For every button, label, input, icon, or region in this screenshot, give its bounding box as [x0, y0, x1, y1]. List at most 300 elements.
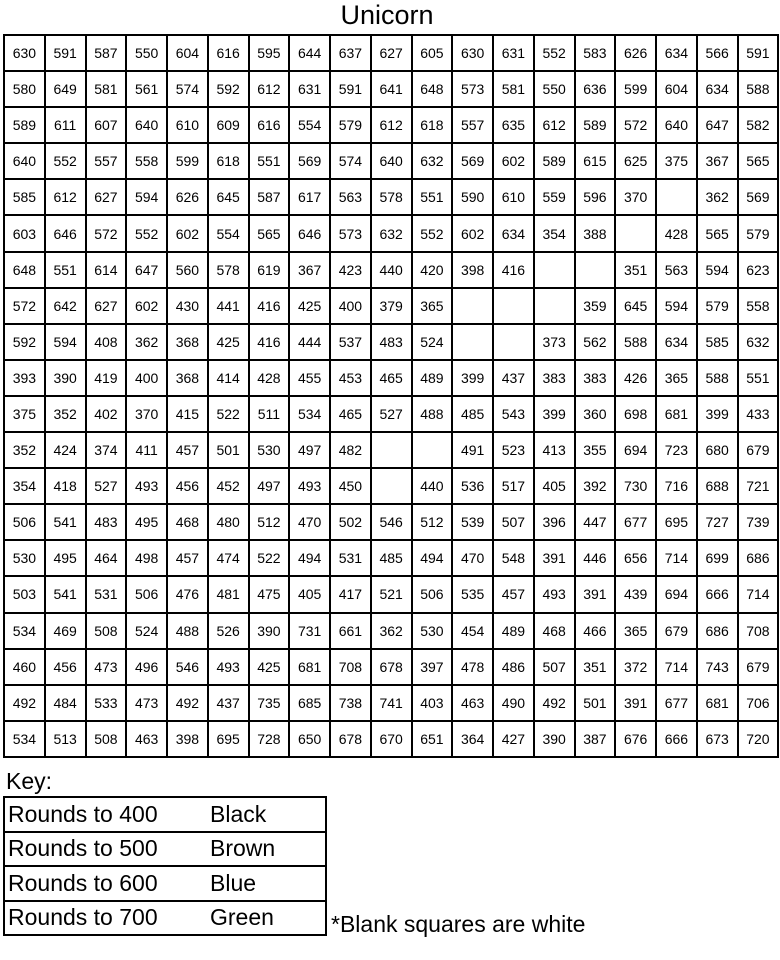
grid-cell[interactable]: 635	[493, 107, 534, 143]
grid-cell[interactable]: 428	[656, 215, 697, 251]
grid-cell[interactable]: 427	[493, 721, 534, 757]
grid-cell[interactable]: 398	[452, 252, 493, 288]
grid-cell[interactable]: 548	[493, 540, 534, 576]
grid-cell[interactable]: 699	[697, 540, 738, 576]
grid-cell[interactable]: 596	[575, 179, 616, 215]
grid-cell[interactable]: 578	[208, 252, 249, 288]
grid-cell[interactable]: 579	[738, 215, 779, 251]
grid-cell[interactable]: 400	[126, 360, 167, 396]
grid-cell[interactable]: 594	[45, 324, 86, 360]
grid-cell[interactable]: 351	[615, 252, 656, 288]
grid-cell[interactable]: 738	[330, 685, 371, 721]
grid-cell[interactable]: 533	[86, 685, 127, 721]
grid-cell[interactable]: 374	[86, 432, 127, 468]
grid-cell[interactable]: 552	[534, 35, 575, 71]
grid-cell[interactable]: 569	[738, 179, 779, 215]
grid-cell[interactable]: 444	[289, 324, 330, 360]
grid-cell[interactable]: 405	[534, 468, 575, 504]
grid-cell[interactable]: 587	[249, 179, 290, 215]
grid-cell[interactable]: 534	[289, 396, 330, 432]
grid-cell[interactable]: 627	[371, 35, 412, 71]
grid-cell[interactable]: 594	[697, 252, 738, 288]
grid-cell[interactable]: 530	[4, 540, 45, 576]
grid-cell[interactable]: 565	[249, 215, 290, 251]
grid-cell[interactable]: 559	[534, 179, 575, 215]
grid-cell[interactable]: 565	[697, 215, 738, 251]
grid-cell[interactable]: 424	[45, 432, 86, 468]
grid-cell[interactable]: 581	[493, 71, 534, 107]
grid-cell[interactable]: 599	[167, 143, 208, 179]
grid-cell[interactable]: 403	[412, 685, 453, 721]
grid-cell[interactable]: 537	[330, 324, 371, 360]
grid-cell[interactable]: 425	[208, 324, 249, 360]
grid-cell[interactable]: 530	[412, 613, 453, 649]
grid-cell[interactable]: 494	[289, 540, 330, 576]
grid-cell[interactable]: 551	[45, 252, 86, 288]
grid-cell[interactable]: 642	[45, 288, 86, 324]
grid-cell[interactable]: 493	[126, 468, 167, 504]
grid-cell[interactable]: 550	[126, 35, 167, 71]
grid-cell[interactable]: 372	[615, 649, 656, 685]
grid-cell[interactable]: 551	[738, 360, 779, 396]
grid-cell[interactable]: 680	[697, 432, 738, 468]
grid-cell[interactable]: 706	[738, 685, 779, 721]
grid-cell[interactable]: 416	[249, 324, 290, 360]
grid-cell[interactable]: 420	[412, 252, 453, 288]
grid-cell[interactable]: 437	[493, 360, 534, 396]
grid-cell[interactable]: 708	[738, 613, 779, 649]
grid-cell[interactable]: 574	[167, 71, 208, 107]
grid-cell[interactable]: 583	[575, 35, 616, 71]
grid-cell[interactable]: 645	[208, 179, 249, 215]
grid-cell[interactable]: 569	[452, 143, 493, 179]
grid-cell[interactable]: 399	[452, 360, 493, 396]
grid-cell[interactable]: 368	[167, 324, 208, 360]
grid-cell[interactable]: 483	[371, 324, 412, 360]
grid-cell[interactable]: 681	[656, 396, 697, 432]
grid-cell[interactable]: 457	[167, 540, 208, 576]
grid-cell[interactable]: 354	[4, 468, 45, 504]
grid-cell[interactable]: 603	[4, 215, 45, 251]
grid-cell[interactable]: 572	[86, 215, 127, 251]
grid-cell[interactable]: 634	[656, 35, 697, 71]
grid-cell[interactable]: 580	[4, 71, 45, 107]
grid-cell[interactable]: 375	[656, 143, 697, 179]
grid-cell[interactable]: 390	[45, 360, 86, 396]
grid-cell[interactable]: 391	[575, 576, 616, 612]
grid-cell[interactable]: 609	[208, 107, 249, 143]
grid-cell[interactable]: 686	[697, 613, 738, 649]
grid-cell[interactable]: 508	[86, 613, 127, 649]
grid-cell[interactable]: 493	[534, 576, 575, 612]
grid-cell[interactable]: 573	[452, 71, 493, 107]
grid-cell[interactable]: 661	[330, 613, 371, 649]
grid-cell[interactable]: 373	[534, 324, 575, 360]
grid-cell[interactable]: 561	[126, 71, 167, 107]
grid-cell[interactable]: 569	[289, 143, 330, 179]
grid-cell[interactable]: 367	[289, 252, 330, 288]
grid-cell[interactable]: 546	[167, 649, 208, 685]
grid-cell[interactable]: 714	[656, 649, 697, 685]
grid-cell[interactable]: 511	[249, 396, 290, 432]
grid-cell[interactable]: 523	[493, 432, 534, 468]
grid-cell[interactable]: 411	[126, 432, 167, 468]
grid-cell[interactable]: 441	[208, 288, 249, 324]
grid-cell[interactable]: 502	[330, 504, 371, 540]
grid-cell[interactable]: 647	[126, 252, 167, 288]
grid-cell[interactable]: 425	[249, 649, 290, 685]
grid-cell[interactable]: 453	[330, 360, 371, 396]
grid-cell[interactable]: 590	[452, 179, 493, 215]
grid-cell[interactable]: 541	[45, 576, 86, 612]
grid-cell[interactable]: 594	[126, 179, 167, 215]
grid-cell[interactable]: 492	[4, 685, 45, 721]
grid-cell[interactable]: 379	[371, 288, 412, 324]
grid-cell[interactable]: 370	[615, 179, 656, 215]
grid-cell-blank[interactable]	[452, 288, 493, 324]
grid-cell[interactable]: 588	[615, 324, 656, 360]
grid-cell[interactable]: 512	[249, 504, 290, 540]
grid-cell[interactable]: 688	[697, 468, 738, 504]
grid-cell[interactable]: 695	[208, 721, 249, 757]
grid-cell[interactable]: 678	[371, 649, 412, 685]
grid-cell[interactable]: 503	[4, 576, 45, 612]
grid-cell[interactable]: 572	[615, 107, 656, 143]
grid-cell[interactable]: 485	[452, 396, 493, 432]
grid-cell[interactable]: 731	[289, 613, 330, 649]
grid-cell[interactable]: 501	[575, 685, 616, 721]
grid-cell[interactable]: 456	[45, 649, 86, 685]
grid-cell-blank[interactable]	[493, 324, 534, 360]
grid-cell[interactable]: 647	[697, 107, 738, 143]
grid-cell[interactable]: 625	[615, 143, 656, 179]
grid-cell[interactable]: 645	[615, 288, 656, 324]
grid-cell[interactable]: 610	[167, 107, 208, 143]
grid-cell[interactable]: 494	[412, 540, 453, 576]
grid-cell[interactable]: 488	[167, 613, 208, 649]
grid-cell[interactable]: 360	[575, 396, 616, 432]
grid-cell[interactable]: 543	[493, 396, 534, 432]
grid-cell[interactable]: 646	[45, 215, 86, 251]
grid-cell[interactable]: 388	[575, 215, 616, 251]
grid-cell[interactable]: 743	[697, 649, 738, 685]
grid-cell[interactable]: 468	[167, 504, 208, 540]
grid-cell[interactable]: 521	[371, 576, 412, 612]
grid-cell[interactable]: 614	[86, 252, 127, 288]
grid-cell[interactable]: 656	[615, 540, 656, 576]
grid-cell[interactable]: 391	[534, 540, 575, 576]
grid-cell[interactable]: 578	[371, 179, 412, 215]
grid-cell[interactable]: 452	[208, 468, 249, 504]
grid-cell[interactable]: 563	[656, 252, 697, 288]
grid-cell[interactable]: 391	[615, 685, 656, 721]
grid-cell[interactable]: 512	[412, 504, 453, 540]
grid-cell[interactable]: 587	[86, 35, 127, 71]
grid-cell[interactable]: 493	[289, 468, 330, 504]
grid-cell[interactable]: 681	[697, 685, 738, 721]
grid-cell[interactable]: 558	[126, 143, 167, 179]
grid-cell[interactable]: 694	[656, 576, 697, 612]
grid-cell[interactable]: 351	[575, 649, 616, 685]
grid-cell[interactable]: 416	[249, 288, 290, 324]
grid-cell[interactable]: 550	[534, 71, 575, 107]
grid-cell[interactable]: 492	[534, 685, 575, 721]
grid-cell[interactable]: 455	[289, 360, 330, 396]
grid-cell[interactable]: 623	[738, 252, 779, 288]
grid-cell[interactable]: 416	[493, 252, 534, 288]
grid-cell[interactable]: 425	[289, 288, 330, 324]
grid-cell[interactable]: 440	[412, 468, 453, 504]
grid-cell[interactable]: 602	[452, 215, 493, 251]
grid-cell[interactable]: 531	[86, 576, 127, 612]
grid-cell[interactable]: 604	[167, 35, 208, 71]
grid-cell[interactable]: 474	[208, 540, 249, 576]
grid-cell[interactable]: 465	[371, 360, 412, 396]
grid-cell[interactable]: 573	[330, 215, 371, 251]
grid-cell[interactable]: 397	[412, 649, 453, 685]
grid-cell[interactable]: 557	[452, 107, 493, 143]
grid-cell[interactable]: 588	[697, 360, 738, 396]
grid-cell[interactable]: 456	[167, 468, 208, 504]
grid-cell[interactable]: 607	[86, 107, 127, 143]
grid-cell[interactable]: 630	[4, 35, 45, 71]
grid-cell[interactable]: 506	[126, 576, 167, 612]
grid-cell[interactable]: 631	[289, 71, 330, 107]
grid-cell[interactable]: 644	[289, 35, 330, 71]
grid-cell[interactable]: 640	[4, 143, 45, 179]
grid-cell[interactable]: 591	[45, 35, 86, 71]
grid-cell[interactable]: 605	[412, 35, 453, 71]
grid-cell[interactable]: 531	[330, 540, 371, 576]
grid-cell-blank[interactable]	[493, 288, 534, 324]
grid-cell[interactable]: 679	[738, 649, 779, 685]
grid-cell[interactable]: 400	[330, 288, 371, 324]
grid-cell[interactable]: 513	[45, 721, 86, 757]
grid-cell[interactable]: 618	[208, 143, 249, 179]
grid-cell[interactable]: 352	[45, 396, 86, 432]
grid-cell[interactable]: 579	[330, 107, 371, 143]
grid-cell[interactable]: 476	[167, 576, 208, 612]
grid-cell[interactable]: 527	[86, 468, 127, 504]
grid-cell[interactable]: 649	[45, 71, 86, 107]
grid-cell[interactable]: 489	[412, 360, 453, 396]
grid-cell[interactable]: 612	[534, 107, 575, 143]
grid-cell[interactable]: 619	[249, 252, 290, 288]
grid-cell[interactable]: 678	[330, 721, 371, 757]
grid-cell[interactable]: 383	[575, 360, 616, 396]
grid-cell[interactable]: 670	[371, 721, 412, 757]
grid-cell[interactable]: 473	[126, 685, 167, 721]
grid-cell[interactable]: 470	[452, 540, 493, 576]
grid-cell[interactable]: 626	[167, 179, 208, 215]
grid-cell-blank[interactable]	[371, 432, 412, 468]
grid-cell[interactable]: 589	[534, 143, 575, 179]
grid-cell[interactable]: 679	[738, 432, 779, 468]
grid-cell[interactable]: 480	[208, 504, 249, 540]
grid-cell[interactable]: 666	[697, 576, 738, 612]
grid-cell[interactable]: 589	[575, 107, 616, 143]
grid-cell[interactable]: 632	[738, 324, 779, 360]
grid-cell[interactable]: 418	[45, 468, 86, 504]
grid-cell[interactable]: 604	[656, 71, 697, 107]
grid-cell[interactable]: 524	[412, 324, 453, 360]
grid-cell[interactable]: 640	[656, 107, 697, 143]
grid-cell[interactable]: 611	[45, 107, 86, 143]
grid-cell[interactable]: 615	[575, 143, 616, 179]
grid-cell-blank[interactable]	[656, 179, 697, 215]
grid-cell[interactable]: 390	[534, 721, 575, 757]
grid-cell[interactable]: 637	[330, 35, 371, 71]
grid-cell[interactable]: 365	[615, 613, 656, 649]
grid-cell[interactable]: 558	[738, 288, 779, 324]
grid-cell[interactable]: 554	[208, 215, 249, 251]
grid-cell[interactable]: 632	[371, 215, 412, 251]
grid-cell[interactable]: 469	[45, 613, 86, 649]
grid-cell[interactable]: 728	[249, 721, 290, 757]
grid-cell[interactable]: 681	[289, 649, 330, 685]
grid-cell[interactable]: 612	[371, 107, 412, 143]
grid-cell[interactable]: 610	[493, 179, 534, 215]
grid-cell[interactable]: 447	[575, 504, 616, 540]
grid-cell[interactable]: 466	[575, 613, 616, 649]
grid-cell[interactable]: 517	[493, 468, 534, 504]
grid-cell[interactable]: 468	[534, 613, 575, 649]
grid-cell[interactable]: 498	[126, 540, 167, 576]
grid-cell[interactable]: 741	[371, 685, 412, 721]
grid-cell[interactable]: 634	[656, 324, 697, 360]
grid-cell[interactable]: 551	[412, 179, 453, 215]
grid-cell[interactable]: 495	[45, 540, 86, 576]
grid-cell[interactable]: 527	[371, 396, 412, 432]
grid-cell[interactable]: 651	[412, 721, 453, 757]
grid-cell[interactable]: 630	[452, 35, 493, 71]
grid-cell[interactable]: 433	[738, 396, 779, 432]
grid-cell[interactable]: 496	[126, 649, 167, 685]
grid-cell[interactable]: 716	[656, 468, 697, 504]
grid-cell[interactable]: 627	[86, 179, 127, 215]
grid-cell[interactable]: 562	[575, 324, 616, 360]
grid-cell[interactable]: 530	[249, 432, 290, 468]
grid-cell[interactable]: 508	[86, 721, 127, 757]
grid-cell[interactable]: 522	[208, 396, 249, 432]
grid-cell[interactable]: 554	[289, 107, 330, 143]
grid-cell[interactable]: 486	[493, 649, 534, 685]
grid-cell[interactable]: 399	[697, 396, 738, 432]
grid-cell[interactable]: 393	[4, 360, 45, 396]
grid-cell[interactable]: 648	[412, 71, 453, 107]
grid-cell[interactable]: 698	[615, 396, 656, 432]
grid-cell[interactable]: 534	[4, 613, 45, 649]
grid-cell[interactable]: 365	[656, 360, 697, 396]
grid-cell[interactable]: 592	[208, 71, 249, 107]
grid-cell[interactable]: 524	[126, 613, 167, 649]
grid-cell[interactable]: 355	[575, 432, 616, 468]
grid-cell[interactable]: 676	[615, 721, 656, 757]
grid-cell[interactable]: 481	[208, 576, 249, 612]
grid-cell[interactable]: 495	[126, 504, 167, 540]
grid-cell[interactable]: 617	[289, 179, 330, 215]
grid-cell[interactable]: 666	[656, 721, 697, 757]
grid-cell[interactable]: 616	[249, 107, 290, 143]
grid-cell[interactable]: 730	[615, 468, 656, 504]
grid-cell[interactable]: 522	[249, 540, 290, 576]
grid-cell[interactable]: 475	[249, 576, 290, 612]
grid-cell[interactable]: 721	[738, 468, 779, 504]
grid-cell[interactable]: 478	[452, 649, 493, 685]
grid-cell[interactable]: 375	[4, 396, 45, 432]
grid-cell[interactable]: 685	[289, 685, 330, 721]
grid-cell[interactable]: 695	[656, 504, 697, 540]
grid-cell[interactable]: 677	[615, 504, 656, 540]
grid-cell[interactable]: 437	[208, 685, 249, 721]
grid-cell[interactable]: 390	[249, 613, 290, 649]
grid-cell[interactable]: 405	[289, 576, 330, 612]
grid-cell[interactable]: 440	[371, 252, 412, 288]
grid-cell-blank[interactable]	[615, 215, 656, 251]
grid-cell[interactable]: 414	[208, 360, 249, 396]
grid-cell[interactable]: 506	[4, 504, 45, 540]
grid-cell[interactable]: 585	[697, 324, 738, 360]
grid-cell[interactable]: 526	[208, 613, 249, 649]
grid-cell[interactable]: 383	[534, 360, 575, 396]
grid-cell[interactable]: 679	[656, 613, 697, 649]
grid-cell[interactable]: 551	[249, 143, 290, 179]
grid-cell-blank[interactable]	[534, 288, 575, 324]
grid-cell-blank[interactable]	[575, 252, 616, 288]
grid-cell[interactable]: 723	[656, 432, 697, 468]
grid-cell[interactable]: 589	[4, 107, 45, 143]
grid-cell[interactable]: 430	[167, 288, 208, 324]
grid-cell[interactable]: 735	[249, 685, 290, 721]
grid-cell-blank[interactable]	[452, 324, 493, 360]
grid-cell[interactable]: 641	[371, 71, 412, 107]
grid-cell[interactable]: 408	[86, 324, 127, 360]
grid-cell[interactable]: 599	[615, 71, 656, 107]
grid-cell[interactable]: 591	[738, 35, 779, 71]
grid-cell[interactable]: 488	[412, 396, 453, 432]
grid-cell[interactable]: 368	[167, 360, 208, 396]
grid-cell[interactable]: 497	[289, 432, 330, 468]
grid-cell[interactable]: 720	[738, 721, 779, 757]
grid-cell[interactable]: 592	[4, 324, 45, 360]
grid-cell[interactable]: 419	[86, 360, 127, 396]
grid-cell[interactable]: 484	[45, 685, 86, 721]
grid-cell[interactable]: 415	[167, 396, 208, 432]
grid-cell[interactable]: 457	[493, 576, 534, 612]
grid-cell[interactable]: 602	[126, 288, 167, 324]
grid-cell[interactable]: 648	[4, 252, 45, 288]
grid-cell[interactable]: 714	[656, 540, 697, 576]
grid-cell[interactable]: 627	[86, 288, 127, 324]
grid-cell[interactable]: 454	[452, 613, 493, 649]
grid-cell[interactable]: 364	[452, 721, 493, 757]
grid-cell-blank[interactable]	[371, 468, 412, 504]
grid-cell[interactable]: 572	[4, 288, 45, 324]
grid-cell[interactable]: 426	[615, 360, 656, 396]
grid-cell[interactable]: 365	[412, 288, 453, 324]
grid-cell[interactable]: 557	[86, 143, 127, 179]
grid-cell[interactable]: 485	[371, 540, 412, 576]
grid-cell[interactable]: 507	[534, 649, 575, 685]
grid-cell[interactable]: 367	[697, 143, 738, 179]
grid-cell[interactable]: 646	[289, 215, 330, 251]
grid-cell[interactable]: 370	[126, 396, 167, 432]
grid-cell[interactable]: 489	[493, 613, 534, 649]
grid-cell[interactable]: 539	[452, 504, 493, 540]
grid-cell[interactable]: 563	[330, 179, 371, 215]
grid-cell[interactable]: 490	[493, 685, 534, 721]
grid-cell[interactable]: 536	[452, 468, 493, 504]
